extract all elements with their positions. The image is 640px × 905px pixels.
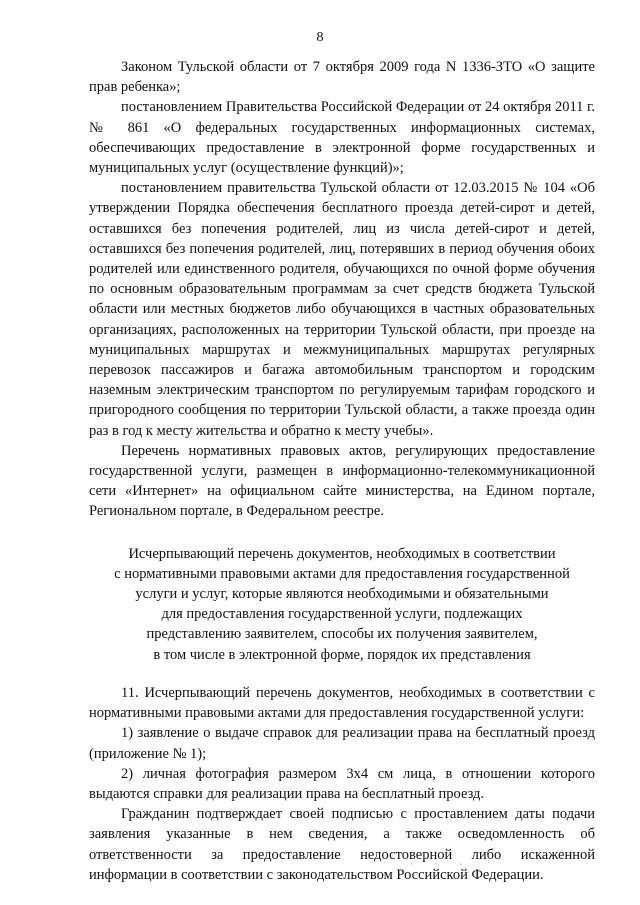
paragraph-resolution-861: постановлением Правительства Российской Федерации от 24 октября 2011 г. № 861 «О федеральных государственных информационных системах, обеспечивающих предоставление в электронной форме государственных и муниципальных услуг (осуществление функций)»; [89, 99, 595, 177]
section-heading-line: для предоставления государственной услуги, подлежащих [161, 606, 523, 623]
paragraph-item-11: 11. Исчерпывающий перечень документов, необходимых в соответствии с нормативными правовыми актами для предоставления государственной услуги: [89, 684, 595, 722]
paragraph-resolution-104: постановлением правительства Тульской области от 12.03.2015 № 104 «Об утверждении Порядка обеспечения бесплатного проезда детей-сирот и детей, оставшихся без попечения родителей, лиц из числа детей-сирот и детей, оставшихся без попечения родителей, лиц, потерявших в период обучения обоих родителей или единственного родителя, обучающихся по очной форме обучения по основным образовательным программам за счет средств бюджета Тульской области или местных бюджетов либо обучающихся в частных образовательных организациях, расположенных на территории Тульской области, при проезде на муниципальных маршрутах и межмуниципальных маршрутах регулярных перевозок пассажиров и багажа автомобильным транспортом и городским наземным электрическим транспортом по регулируемым тарифам городского и пригородного сообщения по территории Тульской области, а также проезда один раз в год к месту жительства и обратно к месту учебы». [89, 180, 595, 439]
section-heading-line: услуги и услуг, которые являются необходимыми и обязательными [135, 586, 549, 603]
section-heading-line: с нормативными правовыми актами для предоставления государственной [114, 565, 570, 582]
page-number: 8 [316, 30, 324, 45]
paragraph-law-tula-1336: Законом Тульской области от 7 октября 2009 года N 1336-ЗТО «О защите прав ребенка»; [89, 59, 595, 96]
section-heading-line: Исчерпывающий перечень документов, необходимых в соответствии [128, 545, 556, 562]
section-heading-line: в том числе в электронной форме, порядок их представления [153, 646, 531, 663]
list-item-photo: 2) личная фотография размером 3х4 см лица, в отношении которого выдаются справки для реализации права на бесплатный проезд. [89, 765, 595, 802]
paragraph-normative-acts-list: Перечень нормативных правовых актов, регулирующих предоставление государственной услуги, размещен в информационно-телекоммуникационной сети «Интернет» на официальном сайте министерства, на Едином портале, Региональном портале, в Федеральном реестре. [89, 442, 595, 520]
scan-artifact-dots: · · · [410, 860, 472, 869]
document-body [89, 57, 595, 885]
paragraph-citizen-confirmation: Гражданин подтверждает своей подписью с проставлением даты подачи заявления указанные в нем сведения, а также осведомленность об ответственности за предоставление недостоверной либо искаженной информации в соответствии с законодательством Российской Федерации. [89, 806, 595, 883]
section-heading-line: представлению заявителем, способы их получения заявителем, [146, 626, 538, 643]
list-item-application: 1) заявление о выдаче справок для реализации права на бесплатный проезд (приложение № 1); [89, 725, 595, 762]
section-heading [89, 544, 595, 665]
